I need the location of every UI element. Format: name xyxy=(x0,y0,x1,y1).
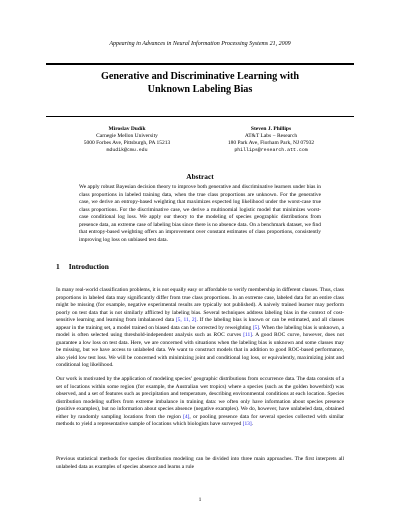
author-email: phillips@research.att.com xyxy=(234,148,308,153)
author-affiliation: AT&T Labs − Research xyxy=(244,133,298,139)
paragraph-text: In many real-world classification problems, it is not equally easy or affordable to verify membership in different classes. Thus, class proportions in labeled data may significantly differ from true class proportions. In an extreme case, labeled data for an entire class might be missing (for example, negative experimental results are typically not published). A naively trained learner may perform poorly on test data that is not similarly afflicted by labeling bias. Several techniques address labeling bias in the context of cost-sensitive learning and learning from imbalanced data xyxy=(56,287,344,324)
author-affiliation: Carnegie Mellon University xyxy=(96,133,158,139)
author-address: 5000 Forbes Ave, Pittsburgh, PA 15213 xyxy=(83,140,171,146)
paragraph-text: , or pooling presence data for several species collected with similar methods to yield a representative sample of locations which biologists have surveyed xyxy=(56,413,344,428)
author-block-1 xyxy=(52,126,202,154)
venue-line: Appearing in Advances in Neural Information Processing Systems 21, 2009 xyxy=(109,41,291,47)
abstract-heading: Abstract xyxy=(186,172,214,181)
paragraph-text: Our work is motivated by the application of modeling species’ geographic distributions from occurrence data. The data consists of a set of locations within some region (for example, the Australian wet tropics) where a species (such as the golden bowerbird) was observed, and a set of features such as precipitation and temperature, describing environmental conditions at each location. Species distribution modeling suffers from extreme imbalance in training data: we often only have information about species presence (positive examples), but no information about species absence (negative examples). We do, however, have unlabeled data, obtained either by randomly sampling locations from the region xyxy=(56,376,344,420)
title-line-2: Unknown Labeling Bias xyxy=(147,84,253,96)
citation-link[interactable]: [5, 11, 2] xyxy=(175,317,197,324)
citation-link[interactable]: [5] xyxy=(252,324,260,331)
section-heading xyxy=(56,262,118,271)
author-address: 180 Park Ave, Florham Park, NJ 07932 xyxy=(227,140,315,146)
author-block-2 xyxy=(196,126,346,154)
section-number: 1 xyxy=(56,262,60,271)
paragraph-text: . A good ROC curve, however, does not guarantee a low loss on test data. Here, we are concerned with situations when the labeling bias is unknown and some classes may be missing, but we have access to unlabeled data. We want to construct models that in addition to good ROC-based performance, also yield low test loss. We will be concerned with minimizing joint and conditional log loss, or equivalently, maximizing joint and conditional log likelihood. xyxy=(56,332,344,369)
intro-paragraph-2 xyxy=(56,376,344,429)
title-rule-top xyxy=(46,63,354,65)
paragraph-text: . When the labeling bias is unknown, a model is often selected using threshold-independent analysis such as ROC curves xyxy=(56,324,344,339)
paper-title xyxy=(40,70,360,97)
author-name: Miroslav Dudík xyxy=(108,126,146,132)
page-number: 1 xyxy=(198,497,202,503)
author-name: Steven J. Phillips xyxy=(250,126,292,132)
paragraph-text: . If the labeling bias is known or can be estimated, and all classes appear in the training set, a model trained on biased data can be corrected by reweighting xyxy=(56,317,345,331)
author-email: mdudik@cmu.edu xyxy=(106,148,148,153)
section-title: Introduction xyxy=(68,262,109,271)
paragraph-text: . xyxy=(251,421,254,428)
abstract-text: We apply robust Bayesian decision theory to improve both generative and discriminative learners under bias in class proportions in labeled training data, when the true class proportions are unknown. For the generative case, we derive an entropy-based weighting that maximizes expected log likelihood under the worst-case true class proportions. For the discriminative case, we derive a multinomial logistic model that minimizes worst-case conditional log loss. We apply our theory to the modeling of species geographic distributions from presence data, an extreme case of labeling bias since there is no absence data. On a benchmark dataset, we find that entropy-based weighting offers an improvement over constant estimates of class proportions, consistently improving log loss on unbiased test data. xyxy=(79,184,321,243)
citation-link[interactable]: [13] xyxy=(242,421,252,428)
title-line-1: Generative and Discriminative Learning with xyxy=(100,71,300,82)
intro-paragraph-1 xyxy=(56,287,344,370)
citation-link[interactable]: [4] xyxy=(183,413,190,420)
title-rule-bottom xyxy=(46,116,354,117)
citation-link[interactable]: [11] xyxy=(243,332,253,339)
intro-paragraph-3: Previous statistical methods for species distribution modeling can be divided into three main approaches. The first interprets all unlabeled data as examples of species absence and learns a rule xyxy=(56,456,344,470)
